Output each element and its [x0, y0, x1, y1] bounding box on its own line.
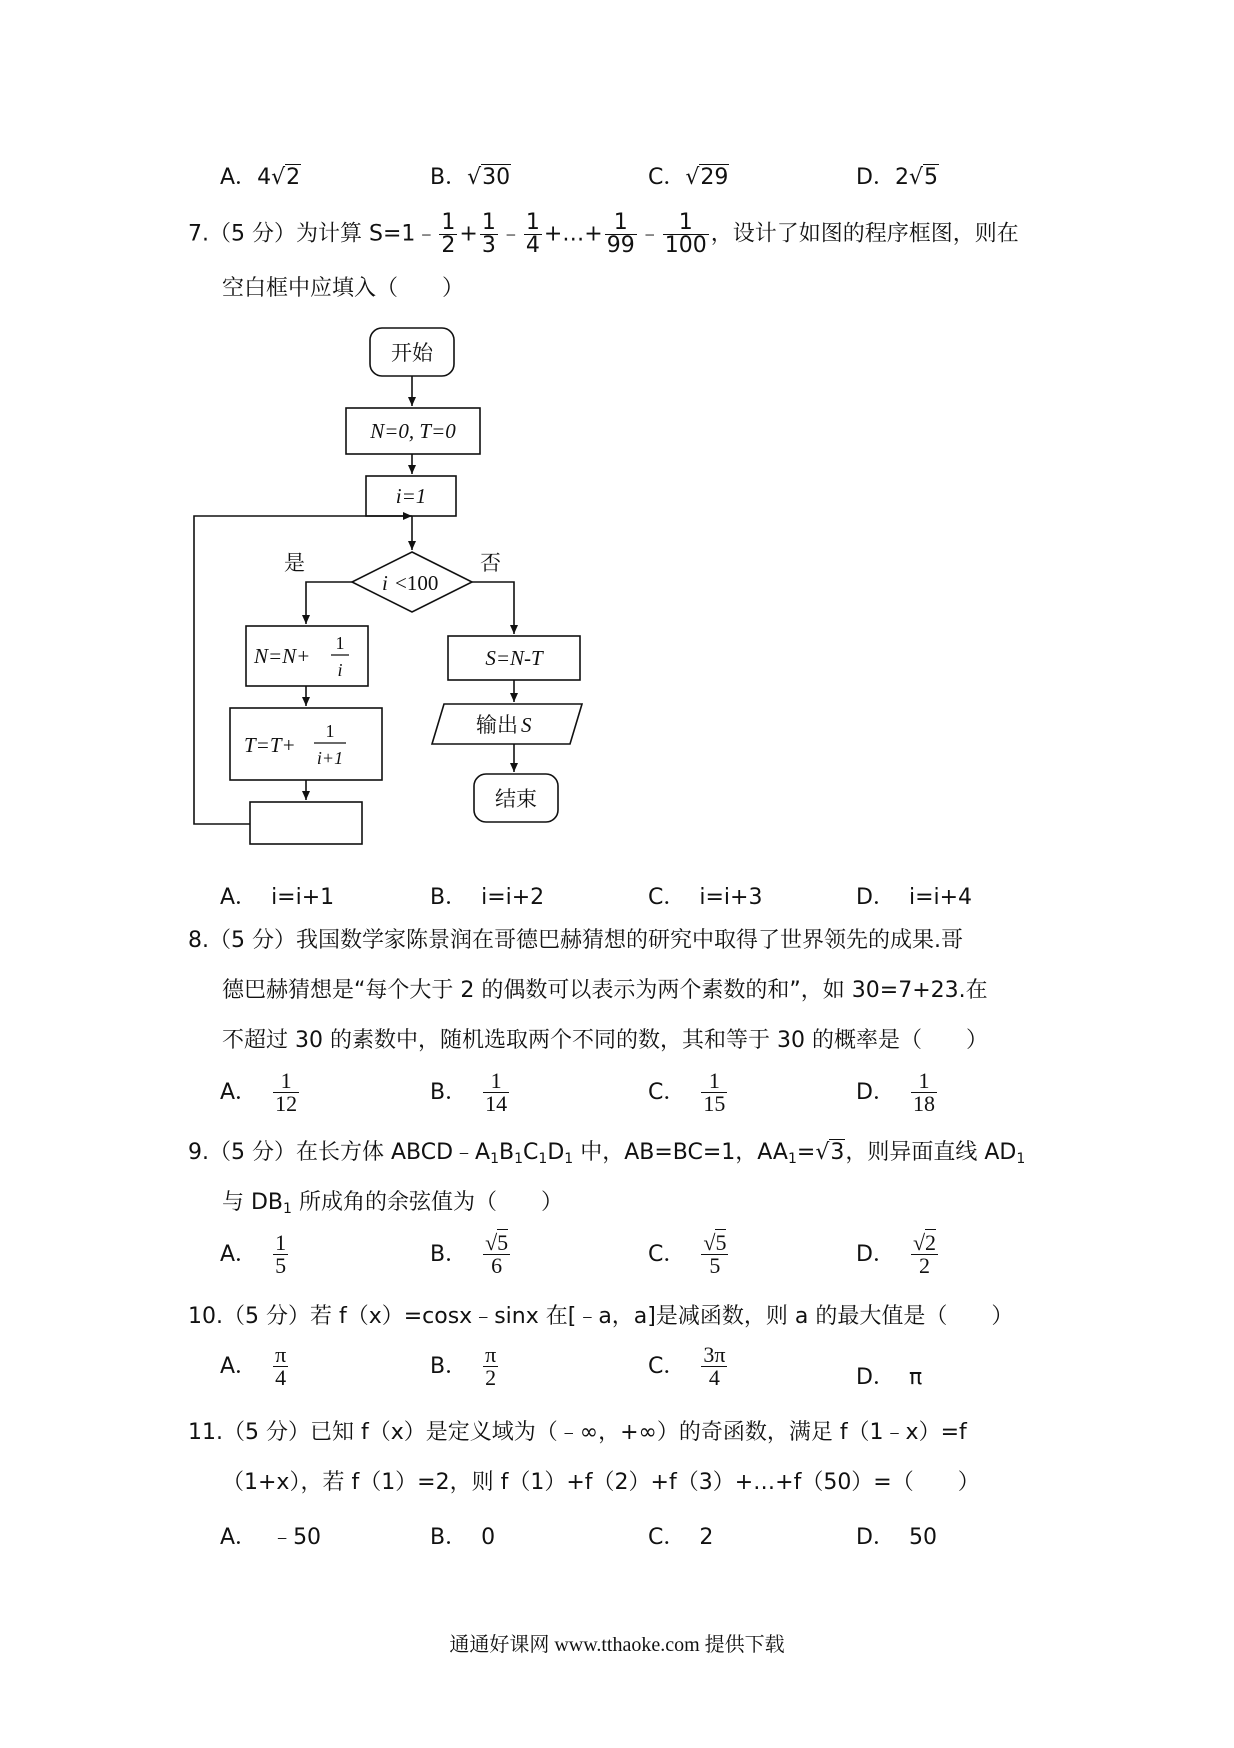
term-sign: +…+ — [543, 221, 603, 247]
q9-text: 与 DB — [222, 1190, 284, 1215]
option-label: B． — [430, 885, 468, 910]
option-text: i=i+1 — [271, 885, 335, 910]
denominator: 18 — [912, 1091, 935, 1116]
q8-option-a — [220, 1070, 301, 1115]
option-label: D． — [856, 885, 895, 910]
flowchart-t-num: 1 — [325, 721, 335, 741]
flowchart — [180, 318, 610, 858]
denominator: 5 — [275, 1253, 287, 1278]
q9-option-c — [648, 1232, 730, 1277]
q7-stem-line1 — [188, 212, 1019, 257]
subscript: 1 — [514, 1151, 524, 1167]
numerator: 1 — [605, 212, 637, 235]
fraction-term — [663, 212, 709, 257]
numerator: 3π — [703, 1342, 726, 1367]
option-label: B． — [430, 1241, 468, 1267]
denominator: 2 — [441, 233, 456, 258]
q11-option-c — [648, 1520, 713, 1551]
q9-option-d — [856, 1232, 940, 1277]
q7-option-b — [430, 880, 544, 911]
option-label: A． — [220, 1079, 258, 1105]
flowchart-n-num: 1 — [335, 633, 345, 653]
q9-text: B — [499, 1140, 515, 1165]
radicand: 3 — [830, 1140, 845, 1165]
q10-option-c — [648, 1344, 729, 1389]
q10-option-d — [856, 1360, 922, 1391]
flowchart-no-label: 否 — [480, 551, 501, 575]
q7-suffix: ，设计了如图的程序框图，则在 — [710, 221, 1019, 247]
option-label: A． — [220, 1241, 258, 1267]
fraction-term — [480, 212, 498, 257]
option-label: D． — [856, 1241, 895, 1267]
q9-text: 所成角的余弦值为（ ） — [291, 1190, 563, 1215]
denominator: 5 — [709, 1253, 721, 1278]
numerator: √5 — [703, 1230, 727, 1255]
q7-option-d — [856, 880, 972, 911]
page-footer: 通通好课网 www.tthaoke.com 提供下载 — [449, 1634, 785, 1656]
q7-option-a — [220, 880, 334, 911]
denominator: 2 — [485, 1365, 497, 1390]
flowchart-output-prefix: 输出 — [476, 713, 518, 737]
q9-text: = — [796, 1140, 816, 1165]
option-label: B． — [430, 165, 468, 190]
option-fraction — [911, 1232, 938, 1277]
q9-option-b — [430, 1232, 512, 1277]
q11-option-b — [430, 1520, 495, 1551]
q8-option-b — [430, 1070, 511, 1115]
option-fraction — [273, 1232, 288, 1277]
q7-stem-line2: 空白框中应填入（ ） — [222, 276, 465, 301]
denominator: 100 — [664, 233, 707, 258]
option-fraction — [701, 1344, 727, 1389]
option-text: ﹣50 — [271, 1525, 322, 1550]
q6-option-d — [856, 160, 939, 191]
option-label: C． — [648, 1353, 686, 1379]
option-coef: 2 — [894, 165, 909, 190]
radicand: 5 — [923, 165, 938, 190]
flowchart-end-label: 结束 — [495, 787, 537, 811]
q10-option-b — [430, 1344, 500, 1389]
option-label: C． — [648, 1241, 686, 1267]
flowchart-t-den: i+1 — [316, 748, 344, 768]
option-text: 2 — [699, 1525, 714, 1550]
option-label: A． — [220, 1353, 258, 1379]
flowchart-cond-var: i — [382, 571, 388, 595]
sqrt-expression: √3 — [815, 1140, 845, 1165]
option-text: 50 — [908, 1525, 937, 1550]
flowchart-n-update-text: N=N+ — [254, 644, 311, 668]
q9-stem-line1 — [188, 1140, 1025, 1172]
option-fraction — [483, 1070, 509, 1115]
numerator: 1 — [481, 210, 496, 235]
q10-stem: 10.（5 分）若 f（x）=cosx﹣sinx 在[﹣a，a]是减函数，则 a 的最大值是（ ） — [188, 1304, 1014, 1329]
numerator: √5 — [485, 1230, 509, 1255]
q8-stem-line1: 8.（5 分）我国数学家陈景润在哥德巴赫猜想的研究中取得了世界领先的成果.哥 — [188, 928, 963, 953]
q6-option-b — [430, 160, 511, 191]
q8-stem-line2: 德巴赫猜想是“每个大于 2 的偶数可以表示为两个素数的和”，如 30=7+23.在 — [222, 978, 988, 1003]
q7-prefix: 7.（5 分）为计算 S=1﹣ — [188, 221, 438, 247]
sqrt-expression: √5 — [908, 165, 938, 190]
option-fraction — [701, 1232, 728, 1277]
radicand: 30 — [482, 165, 511, 190]
term-sign: ﹣ — [499, 221, 522, 247]
radicand: 29 — [700, 165, 729, 190]
q11-option-d — [856, 1520, 937, 1551]
denominator: 14 — [485, 1091, 508, 1116]
numerator: 1 — [483, 1070, 509, 1093]
option-coef: 4 — [257, 165, 272, 190]
numerator: 1 — [525, 210, 540, 235]
term-sign: + — [459, 221, 478, 247]
q9-text: D — [547, 1140, 565, 1165]
denominator: 4 — [525, 233, 540, 258]
option-text: i=i+3 — [699, 885, 763, 910]
numerator: π — [485, 1342, 497, 1367]
numerator: 1 — [663, 212, 709, 235]
option-text: i=i+4 — [908, 885, 973, 910]
q6-option-a — [220, 160, 301, 191]
radicand: 2 — [925, 1230, 937, 1255]
denominator: 12 — [275, 1091, 298, 1116]
q7-option-c — [648, 880, 762, 911]
option-label: A． — [220, 165, 258, 190]
denominator: 99 — [606, 233, 635, 258]
q9-text: ，则异面直线 AD — [845, 1140, 1017, 1165]
flowchart-no-arrow — [472, 582, 514, 634]
flowchart-s-calc-label: S=N-T — [485, 646, 543, 670]
flowchart-i-init-label: i=1 — [395, 484, 427, 508]
option-label: D． — [856, 1525, 895, 1550]
numerator: 1 — [273, 1070, 299, 1093]
flowchart-output-var: S — [521, 713, 532, 737]
denominator: 4 — [275, 1365, 287, 1390]
option-label: B． — [430, 1353, 468, 1379]
option-label: C． — [648, 885, 686, 910]
subscript: 1 — [564, 1151, 574, 1167]
flowchart-n-den: i — [337, 660, 343, 680]
option-fraction — [273, 1344, 288, 1389]
option-label: D． — [856, 1079, 895, 1105]
denominator: 15 — [703, 1091, 726, 1116]
option-label: D． — [856, 1365, 895, 1390]
q8-option-d — [856, 1070, 939, 1115]
option-label: C． — [648, 1525, 686, 1550]
q9-stem-line2 — [222, 1190, 563, 1222]
subscript: 1 — [1016, 1151, 1026, 1167]
sqrt-expression: √30 — [467, 165, 511, 190]
subscript: 1 — [283, 1201, 292, 1217]
flowchart-t-update-text: T=T+ — [244, 733, 296, 757]
flowchart-cond-rest: <100 — [395, 571, 439, 595]
numerator: 1 — [701, 1070, 727, 1093]
q10-option-a — [220, 1344, 290, 1389]
option-label: D． — [856, 165, 895, 190]
option-fraction — [911, 1070, 937, 1115]
numerator: 1 — [441, 210, 456, 235]
denominator: 2 — [918, 1253, 930, 1278]
option-label: C． — [648, 165, 686, 190]
q6-option-c — [648, 160, 729, 191]
option-label: B． — [430, 1525, 468, 1550]
flowchart-start-label: 开始 — [391, 341, 433, 365]
option-label: C． — [648, 1079, 686, 1105]
numerator-value: 1 — [275, 1230, 287, 1255]
option-label: B． — [430, 1079, 468, 1105]
fraction-term — [439, 212, 457, 257]
fraction-term — [605, 212, 637, 257]
q9-text: C — [523, 1140, 539, 1165]
numerator: π — [275, 1342, 287, 1367]
sqrt-expression: √2 — [271, 165, 301, 190]
flowchart-init-label: N=0, T=0 — [370, 419, 456, 443]
subscript: 1 — [787, 1151, 797, 1167]
option-fraction — [701, 1070, 727, 1115]
flowchart-yes-arrow — [306, 582, 352, 624]
flowchart-yes-label: 是 — [284, 551, 305, 575]
option-text: 0 — [481, 1525, 496, 1550]
subscript: 1 — [490, 1151, 500, 1167]
flowchart-blank-box — [250, 802, 362, 844]
denominator: 3 — [481, 233, 496, 258]
radicand: 2 — [286, 165, 301, 190]
q8-option-c — [648, 1070, 729, 1115]
q9-text: 中，AB=BC=1，AA — [573, 1140, 788, 1165]
q9-option-a — [220, 1232, 290, 1277]
subscript: 1 — [538, 1151, 548, 1167]
option-label: A． — [220, 885, 258, 910]
term-sign: ﹣ — [638, 221, 661, 247]
option-text: i=i+2 — [481, 885, 545, 910]
option-fraction — [483, 1232, 510, 1277]
q11-stem-line1: 11.（5 分）已知 f（x）是定义域为（﹣∞，+∞）的奇函数，满足 f（1﹣x）=f — [188, 1420, 967, 1445]
denominator: 6 — [491, 1253, 503, 1278]
option-label: A． — [220, 1525, 258, 1550]
numerator: √2 — [912, 1230, 937, 1255]
q8-stem-line3: 不超过 30 的素数中，随机选取两个不同的数，其和等于 30 的概率是（ ） — [222, 1028, 988, 1053]
sqrt-expression: √29 — [685, 165, 729, 190]
numerator — [273, 1232, 288, 1255]
q9-text: 9.（5 分）在长方体 ABCD﹣A — [188, 1140, 491, 1165]
option-text: π — [908, 1365, 923, 1390]
numerator: 1 — [911, 1070, 937, 1093]
q11-stem-line2: （1+x），若 f（1）=2，则 f（1）+f（2）+f（3）+…+f（50）=（ ） — [222, 1470, 980, 1495]
option-fraction — [273, 1070, 299, 1115]
radicand: 5 — [715, 1230, 727, 1255]
fraction-term — [524, 212, 542, 257]
denominator: 4 — [708, 1365, 720, 1390]
q11-option-a — [220, 1520, 321, 1551]
radicand: 5 — [497, 1230, 509, 1255]
option-fraction — [483, 1344, 498, 1389]
